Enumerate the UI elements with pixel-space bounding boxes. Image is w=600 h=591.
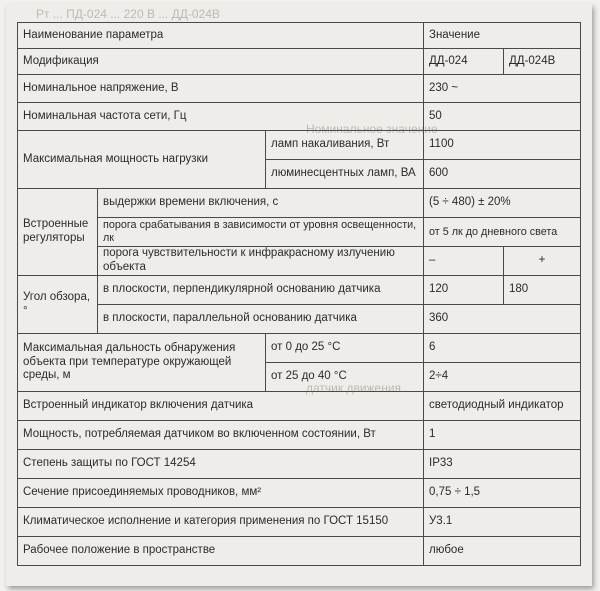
table-row-indicator — [18, 392, 581, 421]
table-row-protection — [18, 450, 581, 479]
table-row-climate — [18, 508, 581, 537]
wire-section-value: 0,75 ÷ 1,5 — [424, 479, 581, 508]
regulators-label: Встроенные регуляторы — [18, 189, 98, 276]
bleed-text-mid1: Номинальное значение — [306, 122, 438, 136]
ir-v1: – — [424, 247, 504, 276]
t1-label: от 0 до 25 °С — [266, 334, 424, 363]
protection-label: Степень защиты по ГОСТ 14254 — [18, 450, 424, 479]
par-value: 360 — [424, 305, 581, 334]
table-row-header — [18, 23, 581, 49]
header-param-cell: Наименование параметра — [18, 23, 424, 49]
climate-label: Климатическое исполнение и категория применения по ГОСТ 15150 — [18, 508, 424, 537]
fluorescent-value: 600 — [424, 160, 581, 189]
perp-v1: 120 — [424, 276, 504, 305]
header-value-cell: Значение — [424, 23, 581, 49]
table-row-wire-section — [18, 479, 581, 508]
voltage-value: 230 ~ — [424, 75, 581, 103]
t2-label: от 25 до 40 °С — [266, 363, 424, 392]
ir-v2: + — [504, 247, 581, 276]
bleed-text-mid2: датчик движения — [306, 381, 402, 395]
consumption-value: 1 — [424, 421, 581, 450]
modification-v1: ДД-024 — [424, 49, 504, 75]
frequency-label: Номинальная частота сети, Гц — [18, 103, 424, 131]
table-row-modification — [18, 49, 581, 75]
perp-v2: 180 — [504, 276, 581, 305]
protection-value: IP33 — [424, 450, 581, 479]
light-value: от 5 лк до дневного света — [424, 218, 581, 247]
table-row-view-angle-1 — [18, 276, 581, 305]
modification-v2: ДД-024В — [504, 49, 581, 75]
max-power-label: Максимальная мощность нагрузки — [18, 131, 266, 189]
indicator-value: светодиодный индикатор — [424, 392, 581, 421]
max-range-label: Максимальная дальность обнаружения объекта при температуре окружающей среды, м — [18, 334, 266, 392]
ir-label: порога чувствительности к инфракрасному излучению объекта — [98, 247, 424, 276]
incandescent-label: ламп накаливания, Вт — [266, 131, 424, 160]
table-row-max-power-1 — [18, 131, 581, 160]
t1-value: 6 — [424, 334, 581, 363]
bleed-text-top: Рт ... ПД-024 ... 220 В ... ДД-024В — [36, 7, 220, 21]
table-row-voltage — [18, 75, 581, 103]
spec-table — [17, 22, 581, 566]
table-row-regulators-2 — [18, 218, 581, 247]
position-label: Рабочее положение в пространстве — [18, 537, 424, 566]
frequency-value: 50 — [424, 103, 581, 131]
delay-value: (5 ÷ 480) ± 20% — [424, 189, 581, 218]
par-label: в плоскости, параллельной основанию датчика — [98, 305, 424, 334]
table-row-regulators-3 — [18, 247, 581, 276]
table-row-regulators-1 — [18, 189, 581, 218]
table-row-max-range-1 — [18, 334, 581, 363]
view-angle-label: Угол обзора, ° — [18, 276, 98, 334]
perp-label: в плоскости, перпендикулярной основанию датчика — [98, 276, 424, 305]
table-row-frequency — [18, 103, 581, 131]
light-label: порога срабатывания в зависимости от уровня освещенности, лк — [98, 218, 424, 247]
position-value: любое — [424, 537, 581, 566]
fluorescent-label: люминесцентных ламп, ВА — [266, 160, 424, 189]
modification-label: Модификация — [18, 49, 424, 75]
wire-section-label: Сечение присоединяемых проводников, мм² — [18, 479, 424, 508]
delay-label: выдержки времени включения, с — [98, 189, 424, 218]
table-row-position — [18, 537, 581, 566]
voltage-label: Номинальное напряжение, В — [18, 75, 424, 103]
t2-value: 2÷4 — [424, 363, 581, 392]
climate-value: У3.1 — [424, 508, 581, 537]
indicator-label: Встроенный индикатор включения датчика — [18, 392, 424, 421]
table-row-consumption — [18, 421, 581, 450]
consumption-label: Мощность, потребляемая датчиком во включенном состоянии, Вт — [18, 421, 424, 450]
incandescent-value: 1100 — [424, 131, 581, 160]
table-row-view-angle-2 — [18, 305, 581, 334]
